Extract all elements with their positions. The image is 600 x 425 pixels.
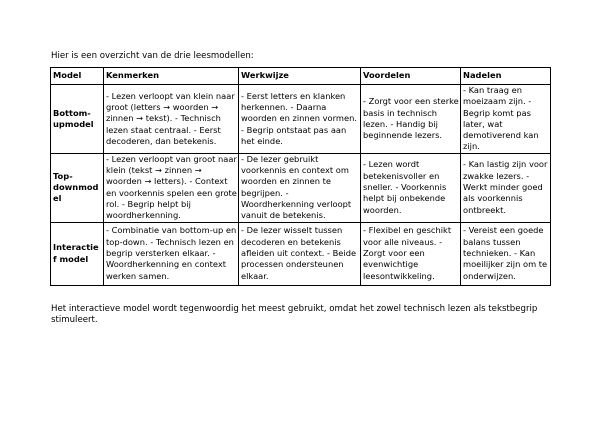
cell-voordelen: - Flexibel en geschikt voor alle niveaus. - Zorgt voor een evenwichtige leesontwikkeling. bbox=[361, 222, 461, 285]
reading-models-table bbox=[50, 67, 551, 286]
cell-werkwijze: - De lezer wisselt tussen decoderen en betekenis afleiden uit context. - Beide processen ondersteunen elkaar. bbox=[239, 222, 361, 285]
cell-voordelen: - Zorgt voor een sterke basis in technisch lezen. - Handig bij beginnende lezers. bbox=[361, 85, 461, 154]
cell-model: Interactief model bbox=[51, 222, 104, 285]
cell-nadelen: - Kan traag en moeizaam zijn. - Begrip komt pas later, wat demotiverend kan zijn. bbox=[461, 85, 551, 154]
header-werkwijze: Werkwijze bbox=[239, 68, 361, 85]
cell-werkwijze: - Eerst letters en klanken herkennen. - Daarna woorden en zinnen vormen. - Begrip ontstaat pas aan het einde. bbox=[239, 85, 361, 154]
cell-model: Bottom-upmodel bbox=[51, 85, 104, 154]
cell-kenmerken: - Combinatie van bottom-up en top-down. - Technisch lezen en begrip versterken elkaar. - Woordherkenning en context werken samen. bbox=[104, 222, 239, 285]
cell-voordelen: - Lezen wordt betekenisvoller en sneller. - Voorkennis helpt bij onbekende woorden. bbox=[361, 153, 461, 222]
cell-nadelen: - Vereist een goede balans tussen technieken. - Kan moeilijker zijn om te onderwijzen. bbox=[461, 222, 551, 285]
cell-kenmerken: - Lezen verloopt van klein naar groot (letters → woorden → zinnen → tekst). - Technisch lezen staat centraal. - Eerst decoderen, dan betekenis. bbox=[104, 85, 239, 154]
cell-nadelen: - Kan lastig zijn voor zwakke lezers. - Werkt minder goed als voorkennis ontbreekt. bbox=[461, 153, 551, 222]
table-row bbox=[51, 153, 551, 222]
outro-text: Het interactieve model wordt tegenwoordig het meest gebruikt, omdat het zowel technisch lezen als tekstbegrip stimuleert. bbox=[51, 304, 538, 325]
table-header-row bbox=[51, 68, 551, 85]
intro-text: Hier is een overzicht van de drie leesmodellen: bbox=[51, 51, 254, 61]
header-nadelen: Nadelen bbox=[461, 68, 551, 85]
cell-kenmerken: - Lezen verloopt van groot naar klein (tekst → zinnen → woorden → letters). - Context en voorkennis spelen een grote rol. - Begrip helpt bij woordherkenning. bbox=[104, 153, 239, 222]
table-row bbox=[51, 85, 551, 154]
header-model: Model bbox=[51, 68, 104, 85]
table-row bbox=[51, 222, 551, 285]
cell-model: Top-downmodel bbox=[51, 153, 104, 222]
header-voordelen: Voordelen bbox=[361, 68, 461, 85]
cell-werkwijze: - De lezer gebruikt voorkennis en context om woorden en zinnen te begrijpen. - Woordherkenning verloopt vanuit de betekenis. bbox=[239, 153, 361, 222]
header-kenmerken: Kenmerken bbox=[104, 68, 239, 85]
